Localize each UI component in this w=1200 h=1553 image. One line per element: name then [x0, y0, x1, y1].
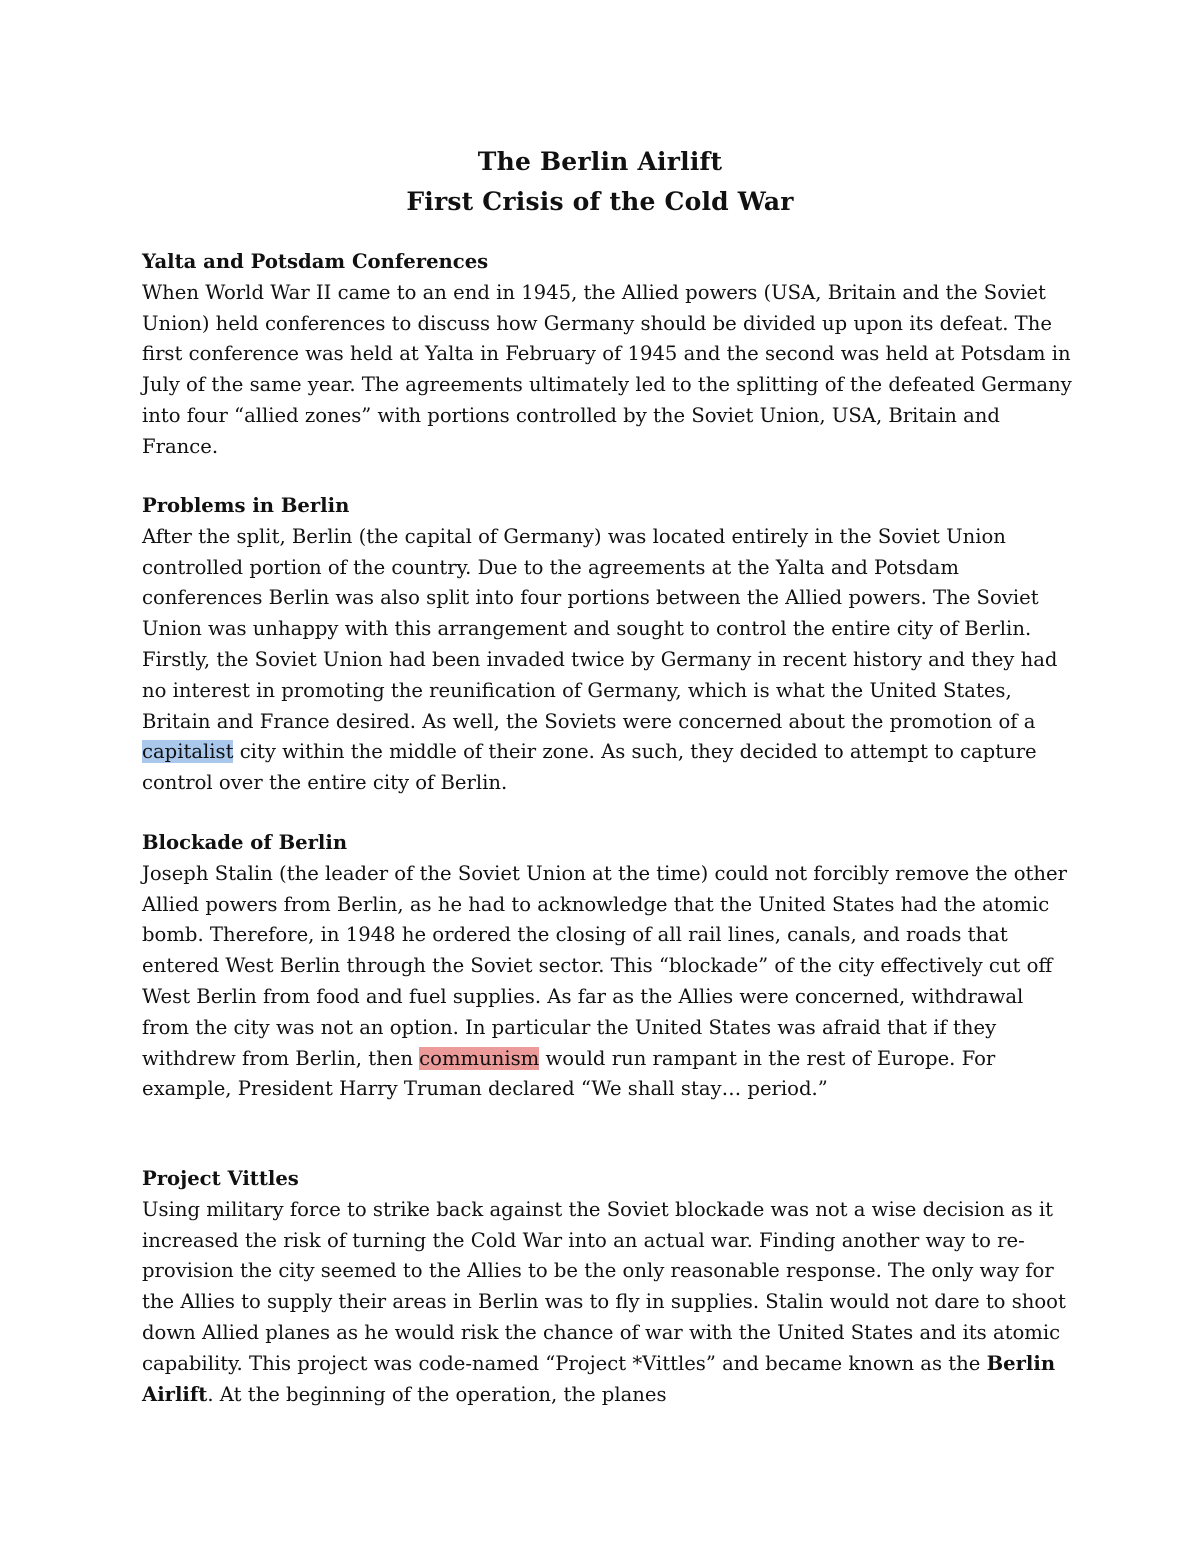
highlighted-term-capitalist: capitalist: [142, 740, 234, 764]
section-problems-in-berlin: [142, 491, 1072, 799]
paragraph-text: Joseph Stalin (the leader of the Soviet Union at the time) could not forcibly remove the other Allied powers from Berlin, as he had to acknowledge that the United States had the atomic bomb. Therefore, in 1948 he ordered the closing of all rail lines, canals, and roads that entered West Berlin through the Soviet sector. This “blockade” of the city effectively cut off West Berlin from food and fuel supplies. As far as the Allies were concerned, withdrawal from the city was not an option. In particular the United States was afraid that if they withdrew from Berlin, then: [142, 861, 1067, 1070]
paragraph-text: Using military force to strike back against the Soviet blockade was not a wise decision as it increased the risk of turning the Cold War into an actual war. Finding another way to re-provision the city seemed to the Allies to be the only reasonable response. The only way for the Allies to supply their areas in Berlin was to fly in supplies. Stalin would not dare to shoot down Allied planes as he would risk the chance of war with the United States and its atomic capability. This project was code-named “Project *Vittles” and became known as the: [142, 1197, 1066, 1375]
section-heading: Yalta and Potsdam Conferences: [142, 250, 489, 273]
section-heading: Problems in Berlin: [142, 494, 350, 517]
section-paragraph: [142, 522, 1072, 799]
section-yalta-potsdam: [142, 247, 1072, 463]
highlighted-term-communism: communism: [419, 1046, 540, 1070]
section-blockade-of-berlin: [142, 828, 1072, 1105]
title-line-1: The Berlin Airlift: [477, 147, 723, 176]
section-paragraph: [142, 278, 1072, 463]
paragraph-text: When World War II came to an end in 1945, the Allied powers (USA, Britain and the Soviet Union) held conferences to discuss how Germany should be divided up upon its defeat. The first conference was held at Yalta in February of 1945 and the second was held at Potsdam in July of the same year. The agreements ultimately led to the splitting of the defeated Germany into four “allied zones” with portions controlled by the Soviet Union, USA, Britain and France.: [142, 280, 1072, 458]
bold-term-berlin-airlift: Berlin Airlift: [142, 1351, 1056, 1406]
section-heading: Blockade of Berlin: [142, 831, 348, 854]
section-heading: Project Vittles: [142, 1167, 299, 1190]
section-project-vittles: [142, 1164, 1072, 1410]
paragraph-text: would run rampant in the rest of Europe. For example, President Harry Truman declared “We shall stay… period.”: [142, 1046, 996, 1101]
title-line-2: First Crisis of the Cold War: [406, 187, 794, 216]
paragraph-text: city within the middle of their zone. As such, they decided to attempt to capture control over the entire city of Berlin.: [142, 740, 1037, 795]
section-paragraph: [142, 859, 1072, 1105]
paragraph-text: . At the beginning of the operation, the planes: [207, 1382, 667, 1406]
section-paragraph: [142, 1195, 1072, 1411]
document-title: [0, 142, 1200, 222]
paragraph-text: After the split, Berlin (the capital of Germany) was located entirely in the Soviet Union controlled portion of the country. Due to the agreements at the Yalta and Potsdam conferences Berlin was also split into four portions between the Allied powers. The Soviet Union was unhappy with this arrangement and sought to control the entire city of Berlin. Firstly, the Soviet Union had been invaded twice by Germany in recent history and they had no interest in promoting the reunification of Germany, which is what the United States, Britain and France desired. As well, the Soviets were concerned about the promotion of a: [142, 524, 1058, 733]
